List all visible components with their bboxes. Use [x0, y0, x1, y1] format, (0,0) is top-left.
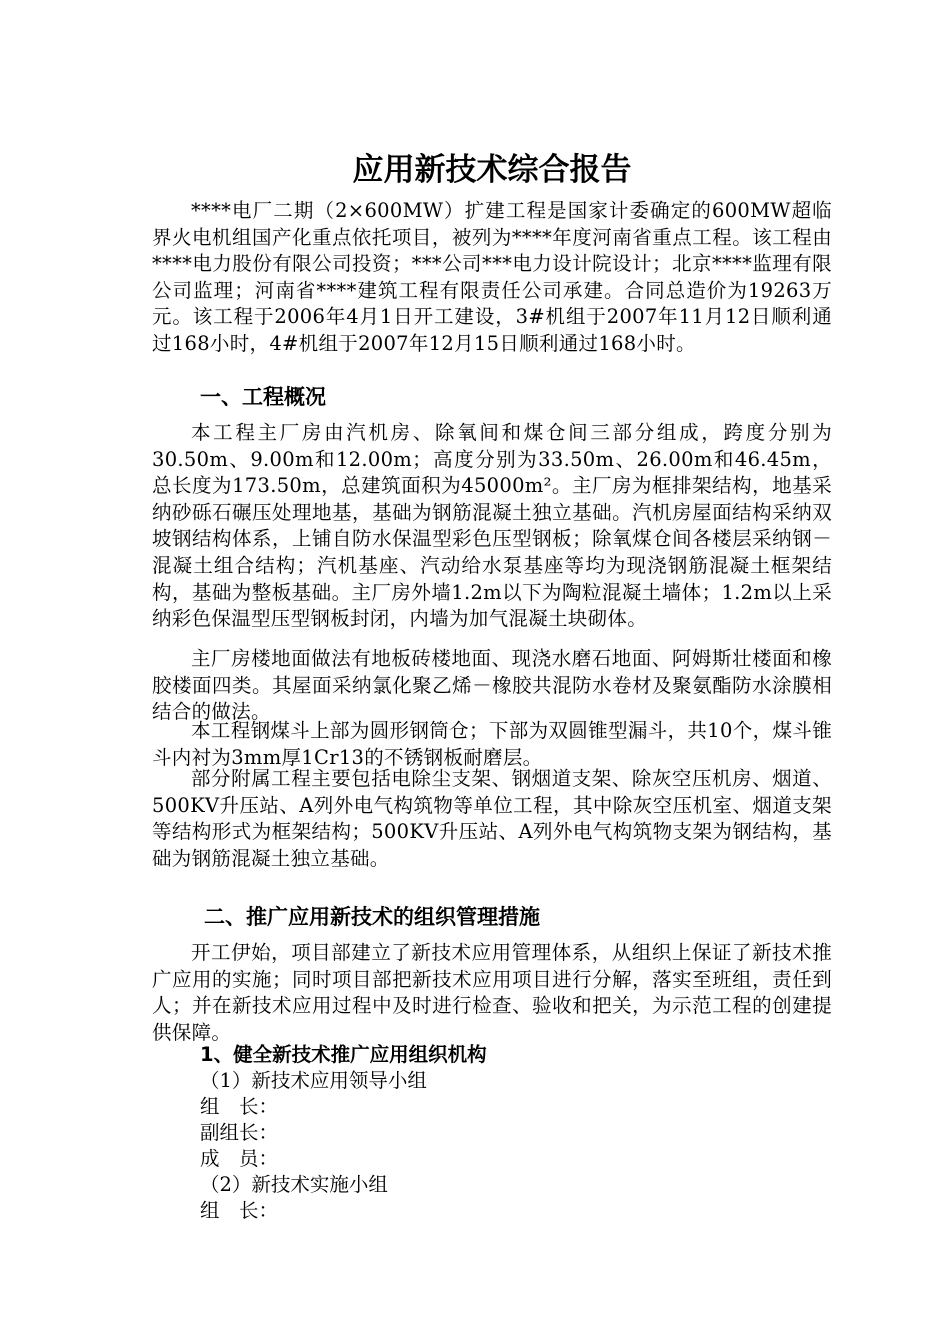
section-1-paragraph-1: 本工程主厂房由汽机房、除氧间和煤仓间三部分组成，跨度分别为30.50m、9.00m和12.00m；高度分别为33.50m、26.00m和46.45m，总长度为173.50m，总建筑面积为45000m²。主厂房为框排架结构，地基采纳砂砾石碾压处理地基，基础为钢筋混凝土独立基础。汽机房屋面结构采纳双坡钢结构体系，上铺自防水保温型彩色压型钢板；除氧煤仓间各楼层采纳钢－混凝土组合结构；汽机基座、汽动给水泵基座等均为现浇钢筋混凝土框架结构，基础为整板基础。主厂房外墙1.2m以下为陶粒混凝土墙体；1.2m以上采纳彩色保温型压型钢板封闭，内墙为加气混凝土块砌体。	[152, 421, 832, 631]
intro-paragraph: ****电厂二期（2×600MW）扩建工程是国家计委确定的600MW超临界火电机组国产化重点依托项目，被列为****年度河南省重点工程。该工程由****电力股份有限公司投资；***公司***电力设计院设计；北京****监理有限公司监理；河南省****建筑工程有限责任公司承建。合同总造价为19263万元。该工程于2006年4月1日开工建设，3#机组于2007年11月12日顺利通过168小时，4#机组于2007年12月15日顺利通过168小时。	[152, 199, 832, 355]
group-2-title: （2）新技术实施小组	[200, 1173, 388, 1196]
section-1-paragraph-2: 主厂房楼地面做法有地板砖楼地面、现浇水磨石地面、阿姆斯壮楼面和橡胶楼面四类。其屋面采纳氯化聚乙烯－橡胶共混防水卷材及聚氨酯防水涂膜相结合的做法。	[152, 647, 832, 724]
section-2-heading: 二、推广应用新技术的组织管理措施	[204, 905, 540, 929]
group-1-members: 成 员：	[200, 1147, 279, 1170]
group-1-leader: 组 长：	[200, 1095, 279, 1118]
group-1-title: （1）新技术应用领导小组	[200, 1069, 427, 1092]
subheading-organization: 1、健全新技术推广应用组织机构	[200, 1043, 487, 1066]
document-title: 应用新技术综合报告	[352, 152, 632, 188]
section-1-paragraph-3: 本工程钢煤斗上部为圆形钢筒仓；下部为双圆锥型漏斗，共10个，煤斗锥斗内衬为3mm厚1Cr13的不锈钢板耐磨层。	[152, 719, 832, 769]
group-1-deputy: 副组长：	[200, 1121, 279, 1144]
section-1-heading: 一、工程概况	[200, 385, 326, 409]
section-1-paragraph-4: 部分附属工程主要包括电除尘支架、钢烟道支架、除灰空压机房、烟道、500KV升压站、A列外电气构筑物等单位工程，其中除灰空压机室、烟道支架等结构形式为框架结构；500KV升压站、A列外电气构筑物支架为钢结构，基础为钢筋混凝土独立基础。	[152, 767, 832, 870]
section-2-paragraph: 开工伊始，项目部建立了新技术应用管理体系，从组织上保证了新技术推广应用的实施；同时项目部把新技术应用项目进行分解，落实至班组，责任到人；并在新技术应用过程中及时进行检查、验收和把关，为示范工程的创建提供保障。	[152, 941, 832, 1044]
group-2-leader: 组 长：	[200, 1199, 279, 1222]
